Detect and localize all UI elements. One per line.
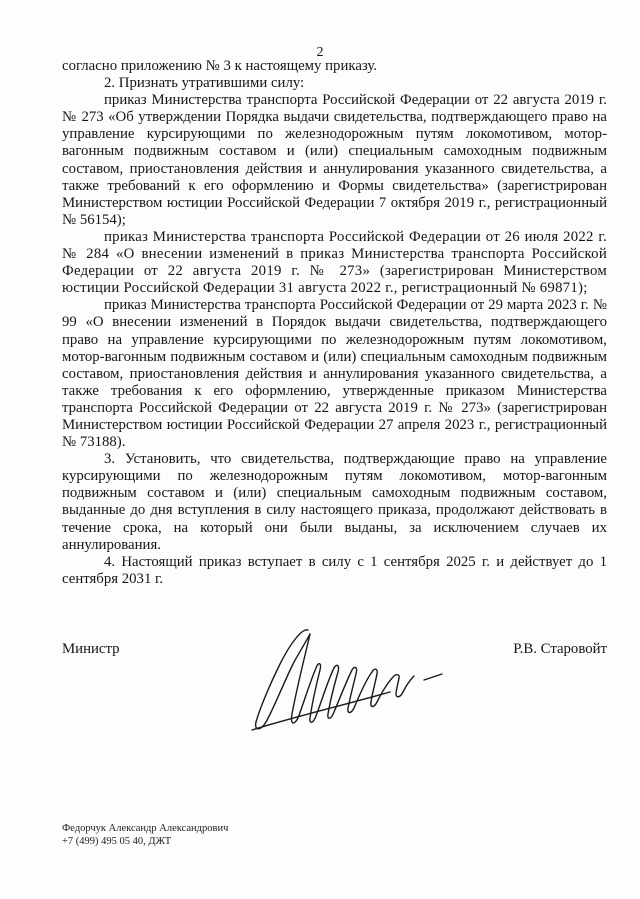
signatory-position: Министр	[62, 641, 120, 657]
page-number: 2	[316, 45, 324, 60]
paragraph-item-4: 4. Настоящий приказ вступает в силу с 1 сентября 2025 г. и действует до 1 сентября 2031 г.	[62, 553, 607, 587]
paragraph-item-3: 3. Установить, что свидетельства, подтверждающие право на управление курсирующими по железнодорожным путям локомотивом, мотор-вагонным подвижным составом и (или) специальным самоходным подвижным составом, выданные до дня вступления в силу настоящего приказа, продолжают действовать в течение срока, на который они были выданы, за исключением случаев их аннулирования.	[62, 451, 607, 553]
executor-info	[62, 822, 228, 848]
paragraph-item-2: 2. Признать утратившими силу:	[104, 75, 305, 92]
paragraph-order-273: приказ Министерства транспорта Российской Федерации от 22 августа 2019 г. № 273 «Об утверждении Порядка выдачи свидетельства, подтверждающего право на управление курсирующими по железнодорожным путям локомотивом, мотор-вагонным подвижным составом и (или) специальным самоходным подвижным составом, приостановления действия и аннулирования указанного свидетельства, а также требований к его оформлению и Формы свидетельства» (зарегистрирован Министерством юстиции Российской Федерации 7 октября 2019 г., регистрационный № 56154);	[62, 92, 607, 228]
signatory-name: Р.В. Старовойт	[513, 641, 607, 657]
paragraph-continuation: согласно приложению № 3 к настоящему приказу.	[62, 58, 378, 74]
executor-name: Федорчук Александр Александрович	[62, 823, 229, 834]
paragraph-order-284: приказ Министерства транспорта Российской Федерации от 26 июля 2022 г. № 284 «О внесении изменений в приказ Министерства транспорта Российской Федерации от 22 августа 2019 г. № 273» (зарегистрирован Министерством юстиции Российской Федерации 31 августа 2022 г., регистрационный № 69871);	[62, 228, 607, 297]
executor-contact: +7 (499) 495 05 40, ДЖТ	[62, 836, 172, 847]
paragraph-order-99: приказ Министерства транспорта Российской Федерации от 29 марта 2023 г. № 99 «О внесении изменений в Порядок выдачи свидетельства, подтверждающего право на управление курсирующими по железнодорожным путям локомотивом, мотор-вагонным подвижным составом и (или) специальным самоходным подвижным составом, приостановления действия и аннулирования указанного свидетельства, а также требования к его оформлению, утвержденные приказом Министерства транспорта Российской Федерации от 22 августа 2019 г. № 273» (зарегистрирован Министерством юстиции Российской Федерации 27 апреля 2023 г., регистрационный № 73188).	[62, 297, 607, 451]
document-body	[62, 58, 607, 588]
handwritten-signature	[250, 622, 450, 742]
